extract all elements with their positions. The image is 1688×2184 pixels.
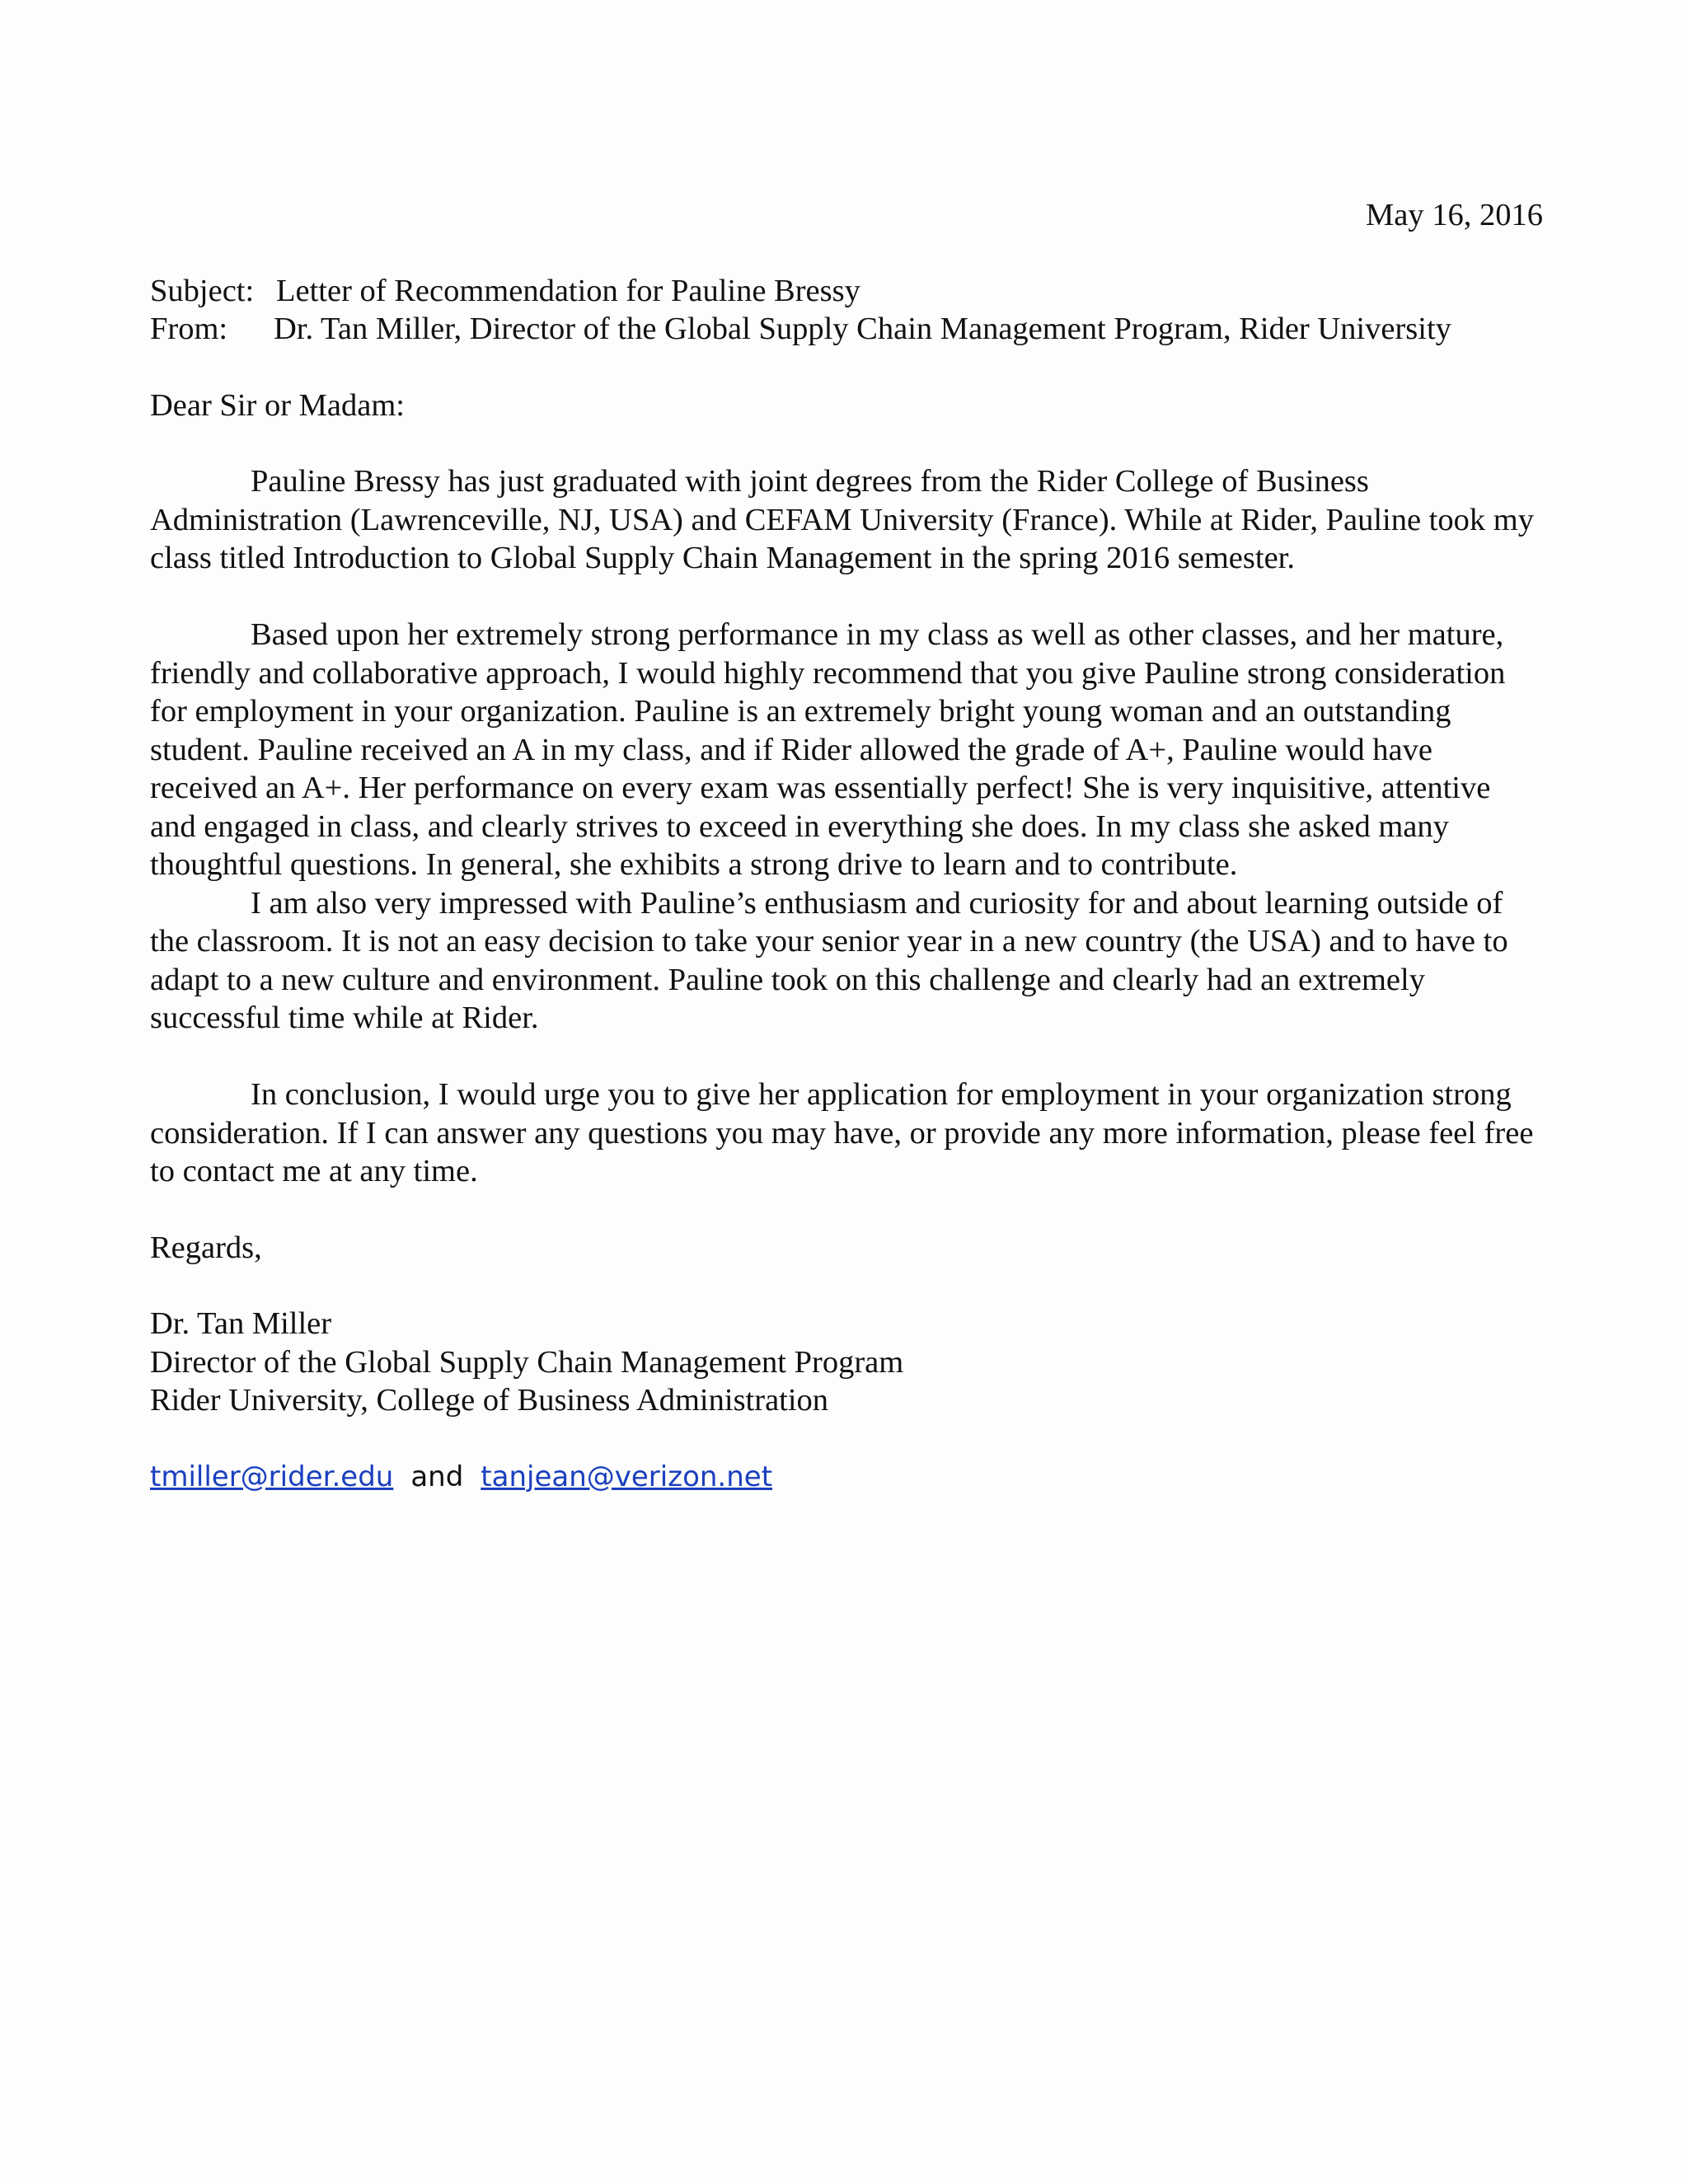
letter-body xyxy=(150,196,1543,1496)
closing: Regards, xyxy=(150,1230,262,1265)
paragraph-gap xyxy=(150,578,1543,616)
contact-line xyxy=(150,1458,1543,1497)
signature-block xyxy=(150,1305,1543,1420)
email-link-rider[interactable]: tmiller@rider.edu xyxy=(150,1460,394,1493)
from-line xyxy=(150,310,1543,349)
signature-title: Director of the Global Supply Chain Management Program xyxy=(150,1344,904,1380)
from-label: From: xyxy=(150,312,228,346)
signature-org: Rider University, College of Business Administration xyxy=(150,1383,829,1418)
paragraph-enthusiasm: I am also very impressed with Pauline’s enthusiasm and curiosity for and about learning outside of the classroom. It is not an easy decision to take your senior year in a new country (the USA) and to have to adapt to a new culture and environment. Pauline took on this challenge and clearly had an extremely successful time while at Rider. xyxy=(150,885,1508,1035)
contact-joiner: and xyxy=(410,1460,464,1493)
paragraph-gap xyxy=(150,1038,1543,1076)
paragraph-performance: Based upon her extremely strong performance in my class as well as other classes, and her mature, friendly and collaborative approach, I would highly recommend that you give Pauline strong consideration for employment in your organization. Pauline is an extremely bright young woman and an outstanding student. Pauline received an A in my class, and if Rider allowed the grade of A+, Pauline would have received an A+. Her performance on every exam was essentially perfect! She is very inquisitive, attentive and engaged in class, and clearly strives to exceed in everything she does. In my class she asked many thoughtful questions. In general, she exhibits a strong drive to learn and to contribute. xyxy=(150,617,1506,882)
salutation: Dear Sir or Madam: xyxy=(150,387,405,423)
email-link-verizon[interactable]: tanjean@verizon.net xyxy=(481,1460,773,1493)
paragraph-conclusion: In conclusion, I would urge you to give her application for employment in your organization strong consideration. If I can answer any questions you may have, or provide any more information, please feel free to contact me at any time. xyxy=(150,1077,1534,1188)
subject-line xyxy=(150,272,1543,311)
letter-date: May 16, 2016 xyxy=(1366,198,1543,232)
from-text: Dr. Tan Miller, Director of the Global Supply Chain Management Program, Rider University xyxy=(274,312,1451,346)
signature-name: Dr. Tan Miller xyxy=(150,1306,332,1341)
subject-label: Subject: xyxy=(150,273,255,308)
paragraph-intro: Pauline Bressy has just graduated with joint degrees from the Rider College of Business Administration (Lawrenceville, NJ, USA) and CEFAM University (France). While at Rider, Pauline took my class titled Introduction to Global Supply Chain Management in the spring 2016 semester. xyxy=(150,464,1534,575)
subject-text: Letter of Recommendation for Pauline Bressy xyxy=(276,273,860,308)
